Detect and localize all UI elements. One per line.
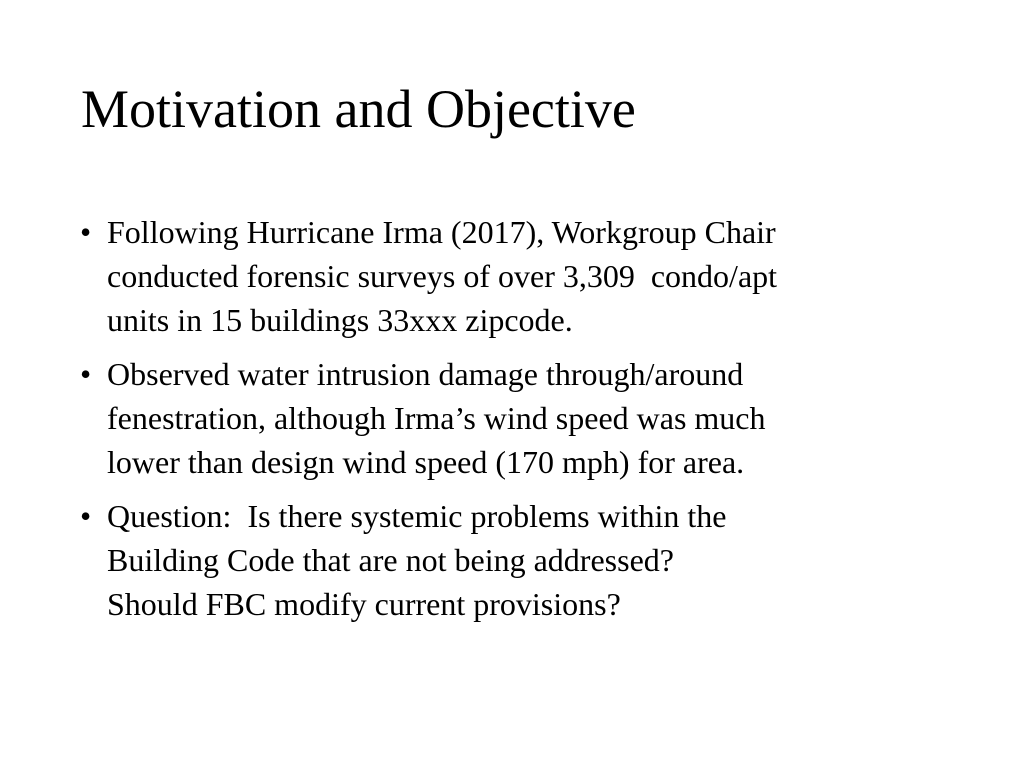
bullet-item-question xyxy=(80,494,960,626)
bullet-line: conducted forensic surveys of over 3,309 condo/apt xyxy=(107,258,778,294)
bullet-line: Building Code that are not being addressed? xyxy=(107,542,674,578)
bullet-icon: • xyxy=(80,356,92,392)
slide-title: Motivation and Objective xyxy=(81,79,636,139)
bullet-line: fenestration, although Irma’s wind speed was much xyxy=(107,400,766,436)
bullet-item-observation xyxy=(80,352,960,484)
bullet-list xyxy=(80,210,960,636)
bullet-line: Should FBC modify current provisions? xyxy=(107,586,621,622)
bullet-icon: • xyxy=(80,498,92,534)
bullet-line: Following Hurricane Irma (2017), Workgroup Chair xyxy=(107,214,776,250)
bullet-line: lower than design wind speed (170 mph) for area. xyxy=(107,444,745,480)
bullet-icon: • xyxy=(80,214,92,250)
bullet-line: Question: Is there systemic problems within the xyxy=(107,498,727,534)
bullet-item-motivation xyxy=(80,210,960,342)
bullet-line: Observed water intrusion damage through/around xyxy=(107,356,744,392)
bullet-line: units in 15 buildings 33xxx zipcode. xyxy=(107,302,573,338)
